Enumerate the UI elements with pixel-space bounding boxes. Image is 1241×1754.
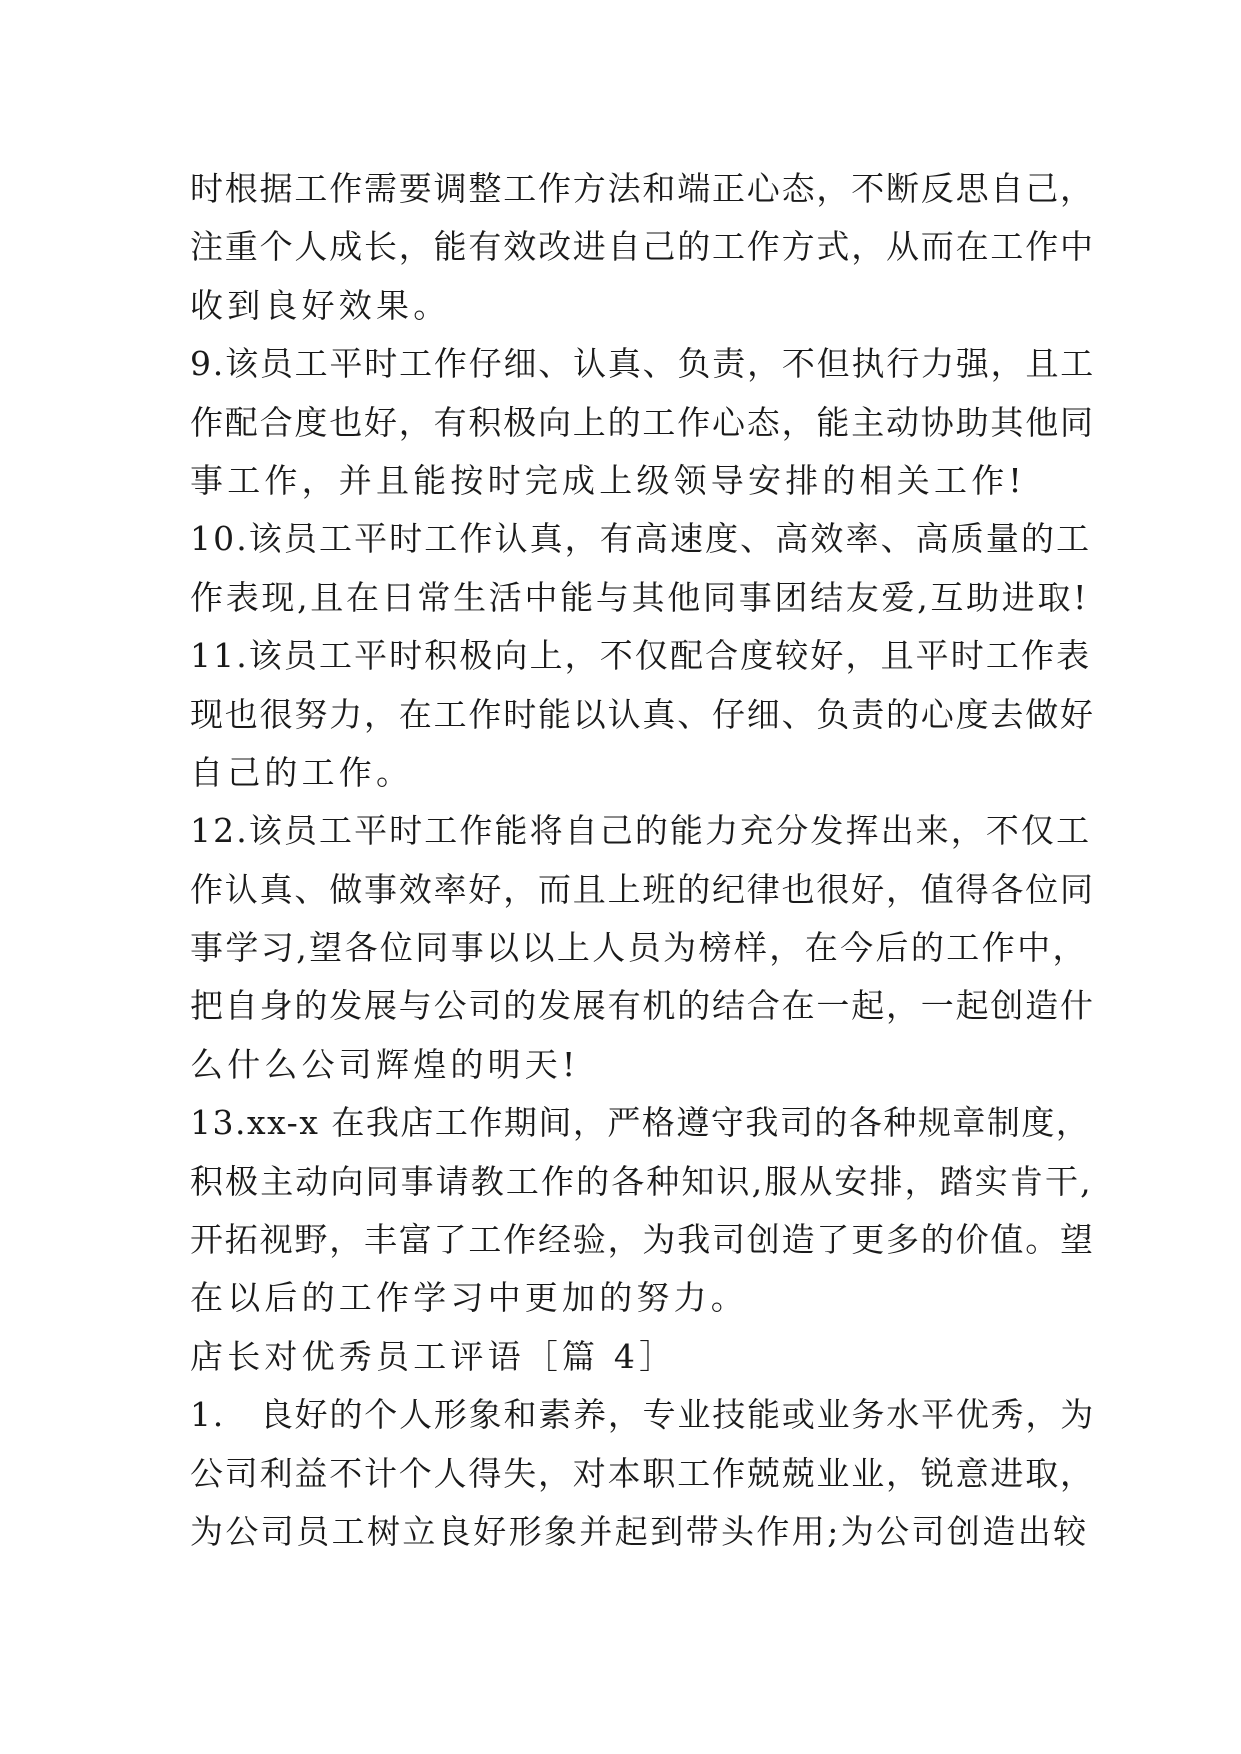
text-line: 9.该员工平时工作仔细、认真、负责，不但执行力强，且工 [190,344,1096,384]
text-line: 开拓视野，丰富了工作经验，为我司创造了更多的价值。望 [190,1220,1095,1260]
text-line: 事工作，并且能按时完成上级领导安排的相关工作! [190,460,1026,500]
text-line: 事学习,望各位同事以以上人员为榜样，在今后的工作中， [190,928,1088,968]
text-line: 为公司员工树立良好形象并起到带头作用;为公司创造出较 [190,1511,1089,1551]
text-line: 么什么公司辉煌的明天! [190,1044,580,1084]
text-line: 12.该员工平时工作能将自己的能力充分发挥出来，不仅工 [190,811,1092,851]
text-line: 自己的工作。 [190,752,414,792]
text-line: 收到良好效果。 [190,285,451,325]
text-line: 积极主动向同事请教工作的各种知识,服从安排，踏实肯干, [190,1161,1093,1201]
text-line: 现也很努力，在工作时能以认真、仔细、负责的心度去做好 [190,694,1095,734]
text-line: 作配合度也好，有积极向上的工作心态，能主动协助其他同 [190,402,1095,442]
document-body [190,160,1096,1561]
text-line: 作认真、做事效率好，而且上班的纪律也很好，值得各位同 [190,869,1095,909]
text-line: 10.该员工平时工作认真，有高速度、高效率、高质量的工 [190,519,1092,559]
text-line: 把自身的发展与公司的发展有机的结合在一起，一起创造什 [190,986,1095,1026]
text-line: 13.xx-x 在我店工作期间，严格遵守我司的各种规章制度， [190,1103,1091,1143]
section-heading: 店长对优秀员工评语［篇 4］ [190,1336,677,1376]
text-line: 注重个人成长，能有效改进自己的工作方式，从而在工作中 [190,227,1095,267]
text-line: 公司利益不计个人得失，对本职工作兢兢业业，锐意进取， [190,1453,1095,1493]
text-line: 作表现,且在日常生活中能与其他同事团结友爱,互助进取! [190,577,1090,617]
text-line: 1. 良好的个人形象和素养，专业技能或业务水平优秀，为 [190,1395,1096,1435]
text-line: 时根据工作需要调整工作方法和端正心态，不断反思自己， [190,169,1095,208]
text-line: 11.该员工平时积极向上，不仅配合度较好，且平时工作表 [190,636,1092,676]
text-line: 在以后的工作学习中更加的努力。 [190,1278,748,1318]
